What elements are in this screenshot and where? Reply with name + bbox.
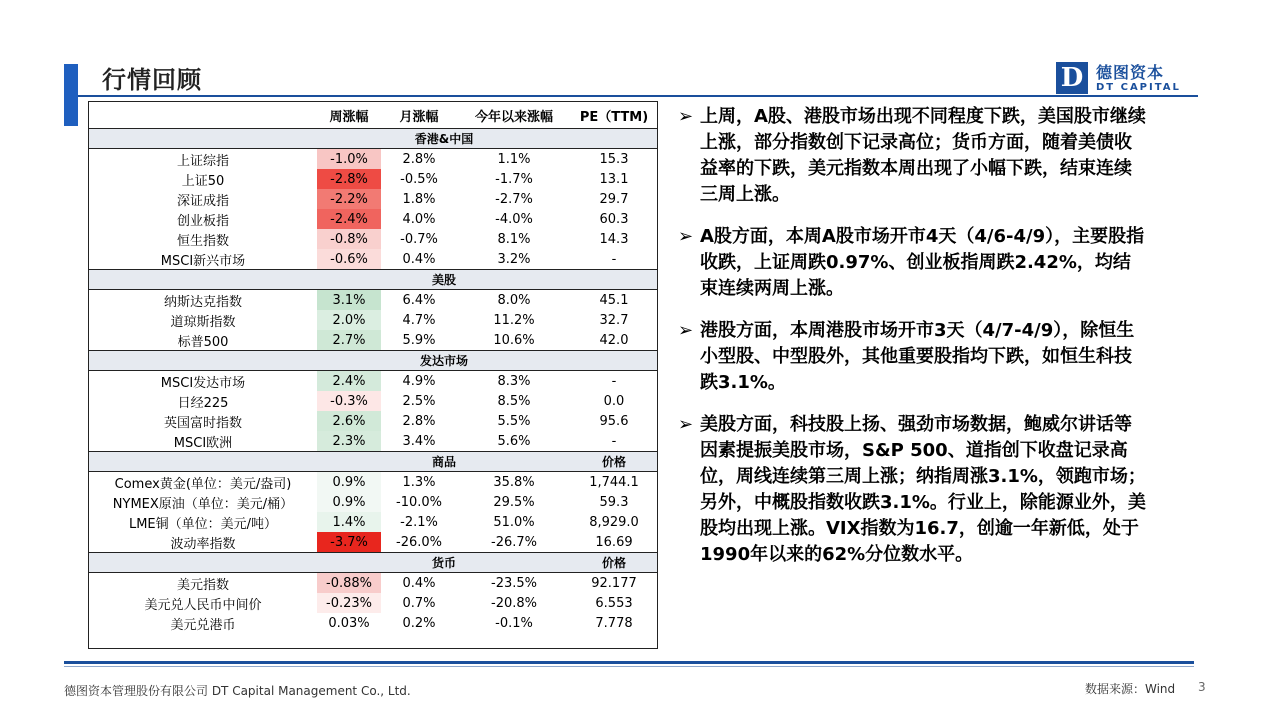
pe-cell: - (611, 251, 617, 267)
section-right-label (571, 270, 657, 290)
footer-company: 德图资本管理股份有限公司 DT Capital Management Co., Ltd. (64, 684, 411, 698)
company-logo (1056, 62, 1196, 96)
ytd-change-cell: 8.5% (497, 393, 531, 409)
monthly-change-cell: -0.7% (400, 231, 438, 247)
section-right-label (571, 351, 657, 371)
index-name-cell: 英国富时指数 (163, 415, 242, 431)
ytd-change-cell: -20.8% (491, 595, 537, 611)
monthly-change-cell: -2.1% (400, 514, 438, 530)
table-row (89, 229, 657, 249)
ytd-change-cell: 11.2% (493, 312, 535, 328)
table-section-row (89, 553, 657, 573)
weekly-change-cell: -0.3% (317, 391, 381, 411)
pe-cell: 1,744.1 (589, 474, 639, 490)
ytd-change-cell: 8.3% (497, 373, 531, 389)
monthly-change-cell: 0.4% (402, 575, 436, 591)
index-name-cell: 美元兑港币 (170, 617, 236, 633)
arrow-bullet-icon: ➢ (678, 106, 694, 127)
table-row (89, 512, 657, 532)
weekly-change-cell: -2.4% (317, 209, 381, 229)
table-row (89, 249, 657, 270)
monthly-change-cell: -10.0% (396, 494, 442, 510)
logo-chinese-name: 德图资本 (1096, 63, 1165, 82)
pe-cell: - (611, 433, 617, 449)
pe-cell: 92.177 (591, 575, 637, 591)
weekly-change-cell: -0.6% (317, 249, 381, 270)
commentary-bullets (678, 104, 1148, 584)
index-name-cell: NYMEX原油（单位：美元/桶） (112, 496, 294, 512)
table-row (89, 472, 657, 493)
pe-cell: 8,929.0 (589, 514, 639, 530)
section-right-label: 价格 (571, 553, 657, 573)
index-name-cell: 创业板指 (176, 213, 229, 229)
index-name-cell: 上证综指 (176, 153, 229, 169)
ytd-change-cell: 35.8% (493, 474, 535, 490)
ytd-change-cell: 1.1% (497, 151, 531, 167)
pe-cell: 95.6 (599, 413, 629, 429)
weekly-change-cell: 2.3% (317, 431, 381, 452)
weekly-change-cell: -3.7% (317, 532, 381, 553)
pe-cell: - (611, 373, 617, 389)
index-name-cell: MSCI欧洲 (173, 435, 233, 451)
ytd-change-cell: 10.6% (493, 332, 535, 348)
table-body (89, 102, 657, 633)
table-row (89, 310, 657, 330)
header-cell-pe: PE（TTM) (579, 109, 649, 125)
bullet-text: A股方面，本周A股市场开市4天（4/6-4/9），主要股指收跌，上证周跌0.97%、创业板指周跌2.42%，均结束连续两周上涨。 (700, 226, 1145, 299)
bullet-item (678, 104, 1148, 208)
table-row (89, 169, 657, 189)
ytd-change-cell: -1.7% (495, 171, 533, 187)
index-name-cell: 恒生指数 (176, 233, 229, 249)
section-label: 香港&中国 (317, 129, 571, 149)
table-row (89, 492, 657, 512)
weekly-change-cell: -2.2% (317, 189, 381, 209)
ytd-change-cell: -23.5% (491, 575, 537, 591)
index-name-cell: LME铜（单位：美元/吨） (128, 516, 278, 532)
pe-cell: 29.7 (599, 191, 629, 207)
footer-divider-thin (64, 666, 1194, 667)
table-row (89, 209, 657, 229)
table-section-row (89, 351, 657, 371)
arrow-bullet-icon: ➢ (678, 226, 694, 247)
section-right-label: 价格 (571, 452, 657, 472)
ytd-change-cell: -4.0% (495, 211, 533, 227)
pe-cell: 7.778 (595, 615, 633, 631)
index-name-cell: 美元兑人民币中间价 (144, 597, 262, 613)
logo-mark-icon: D (1056, 62, 1088, 94)
section-label: 商品 (317, 452, 571, 472)
weekly-change-cell: 2.7% (317, 330, 381, 351)
ytd-change-cell: -0.1% (495, 615, 533, 631)
ytd-change-cell: 5.6% (497, 433, 531, 449)
pe-cell: 60.3 (599, 211, 629, 227)
bullet-text: 美股方面，科技股上扬、强劲市场数据，鲍威尔讲话等因素提振美股市场，S&P 500、道指创下收盘记录高位，周线连续第三周上涨；纳指周涨3.1%，领跑市场；另外，中概股指数收跌3.1%。行业上，除能源业外，美股均出现上涨。VIX指数为16.7，创逾一年新低，处于1990年以来的62%分位数水平。 (700, 414, 1146, 565)
index-name-cell: Comex黄金(单位：美元/盎司) (114, 476, 292, 492)
weekly-change-cell: 3.1% (317, 290, 381, 311)
table-row (89, 431, 657, 452)
bullet-item (678, 318, 1148, 396)
weekly-change-cell: -2.8% (317, 169, 381, 189)
monthly-change-cell: 4.0% (402, 211, 436, 227)
table-row (89, 391, 657, 411)
weekly-change-cell: 0.9% (317, 492, 381, 512)
weekly-change-cell: 2.6% (317, 411, 381, 431)
header-cell-weekly: 周涨幅 (329, 109, 369, 125)
monthly-change-cell: 4.7% (402, 312, 436, 328)
table-section-row (89, 129, 657, 149)
index-name-cell: 美元指数 (176, 577, 229, 593)
table-row (89, 149, 657, 170)
title-underline (78, 95, 1198, 97)
index-name-cell: 纳斯达克指数 (163, 294, 242, 310)
table-row (89, 573, 657, 594)
ytd-change-cell: 5.5% (497, 413, 531, 429)
pe-cell: 13.1 (599, 171, 629, 187)
pe-cell: 0.0 (603, 393, 625, 409)
pe-cell: 45.1 (599, 292, 629, 308)
market-review-table (88, 101, 658, 649)
table-row (89, 189, 657, 209)
weekly-change-cell: -0.23% (317, 593, 381, 613)
table-row (89, 532, 657, 553)
pe-cell: 42.0 (599, 332, 629, 348)
table-section-row (89, 270, 657, 290)
monthly-change-cell: 4.9% (402, 373, 436, 389)
index-name-cell: 道琼斯指数 (170, 314, 236, 330)
monthly-change-cell: 0.4% (402, 251, 436, 267)
section-right-label (571, 129, 657, 149)
header-cell (89, 102, 317, 129)
weekly-change-cell: 0.9% (317, 472, 381, 493)
header-cell-monthly: 月涨幅 (399, 109, 439, 125)
section-label: 美股 (317, 270, 571, 290)
table-row (89, 290, 657, 311)
weekly-change-cell: 1.4% (317, 512, 381, 532)
table-section-row (89, 452, 657, 472)
weekly-change-cell: 2.4% (317, 371, 381, 392)
table-row (89, 593, 657, 613)
section-blank-cell (89, 452, 317, 472)
index-name-cell: 上证50 (181, 173, 225, 189)
bullet-text: 上周，A股、港股市场出现不同程度下跌，美国股市继续上涨，部分指数创下记录高位；货币方面，随着美债收益率的下跌，美元指数本周出现了小幅下跌，结束连续三周上涨。 (700, 106, 1146, 205)
monthly-change-cell: -26.0% (396, 534, 442, 550)
table-header-row (89, 102, 657, 129)
monthly-change-cell: 0.7% (402, 595, 436, 611)
ytd-change-cell: 3.2% (497, 251, 531, 267)
index-name-cell: MSCI发达市场 (160, 375, 246, 391)
title-accent-bar (64, 64, 78, 126)
pe-cell: 6.553 (595, 595, 633, 611)
footer-source: 数据来源：Wind (1085, 682, 1176, 696)
bullet-text: 港股方面，本周港股市场开市3天（4/7-4/9），除恒生小型股、中型股外，其他重要股指均下跌，如恒生科技跌3.1%。 (700, 320, 1135, 393)
monthly-change-cell: 5.9% (402, 332, 436, 348)
section-label: 发达市场 (317, 351, 571, 371)
ytd-change-cell: 29.5% (493, 494, 535, 510)
logo-english-name: DT CAPITAL (1096, 82, 1181, 93)
index-name-cell: MSCI新兴市场 (160, 253, 246, 269)
table-row (89, 330, 657, 351)
header-cell-ytd: 今年以来涨幅 (474, 109, 553, 125)
ytd-change-cell: 51.0% (493, 514, 535, 530)
market-table (89, 102, 657, 633)
monthly-change-cell: 2.8% (402, 151, 436, 167)
monthly-change-cell: 2.8% (402, 413, 436, 429)
ytd-change-cell: 8.1% (497, 231, 531, 247)
pe-cell: 14.3 (599, 231, 629, 247)
monthly-change-cell: 3.4% (402, 433, 436, 449)
bullet-item (678, 224, 1148, 302)
index-name-cell: 标普500 (177, 334, 229, 350)
pe-cell: 15.3 (599, 151, 629, 167)
section-label: 货币 (317, 553, 571, 573)
pe-cell: 32.7 (599, 312, 629, 328)
pe-cell: 16.69 (595, 534, 633, 550)
weekly-change-cell: 0.03% (317, 613, 381, 633)
page-number: 3 (1198, 680, 1206, 694)
section-blank-cell (89, 553, 317, 573)
table-row (89, 371, 657, 392)
weekly-change-cell: -0.88% (317, 573, 381, 594)
ytd-change-cell: -2.7% (495, 191, 533, 207)
monthly-change-cell: 6.4% (402, 292, 436, 308)
page-title: 行情回顾 (102, 66, 202, 94)
bullet-item (678, 412, 1148, 568)
section-blank-cell (89, 351, 317, 371)
monthly-change-cell: 2.5% (402, 393, 436, 409)
monthly-change-cell: 1.8% (402, 191, 436, 207)
table-row (89, 411, 657, 431)
footer-divider (64, 661, 1194, 664)
table-row (89, 613, 657, 633)
monthly-change-cell: -0.5% (400, 171, 438, 187)
monthly-change-cell: 0.2% (402, 615, 436, 631)
section-blank-cell (89, 270, 317, 290)
index-name-cell: 深证成指 (176, 193, 229, 209)
weekly-change-cell: -0.8% (317, 229, 381, 249)
pe-cell: 59.3 (599, 494, 629, 510)
weekly-change-cell: -1.0% (317, 149, 381, 170)
ytd-change-cell: 8.0% (497, 292, 531, 308)
arrow-bullet-icon: ➢ (678, 320, 694, 341)
index-name-cell: 波动率指数 (170, 536, 236, 552)
monthly-change-cell: 1.3% (402, 474, 436, 490)
index-name-cell: 日经225 (177, 395, 229, 411)
arrow-bullet-icon: ➢ (678, 414, 694, 435)
weekly-change-cell: 2.0% (317, 310, 381, 330)
section-blank-cell (89, 129, 317, 149)
ytd-change-cell: -26.7% (491, 534, 537, 550)
